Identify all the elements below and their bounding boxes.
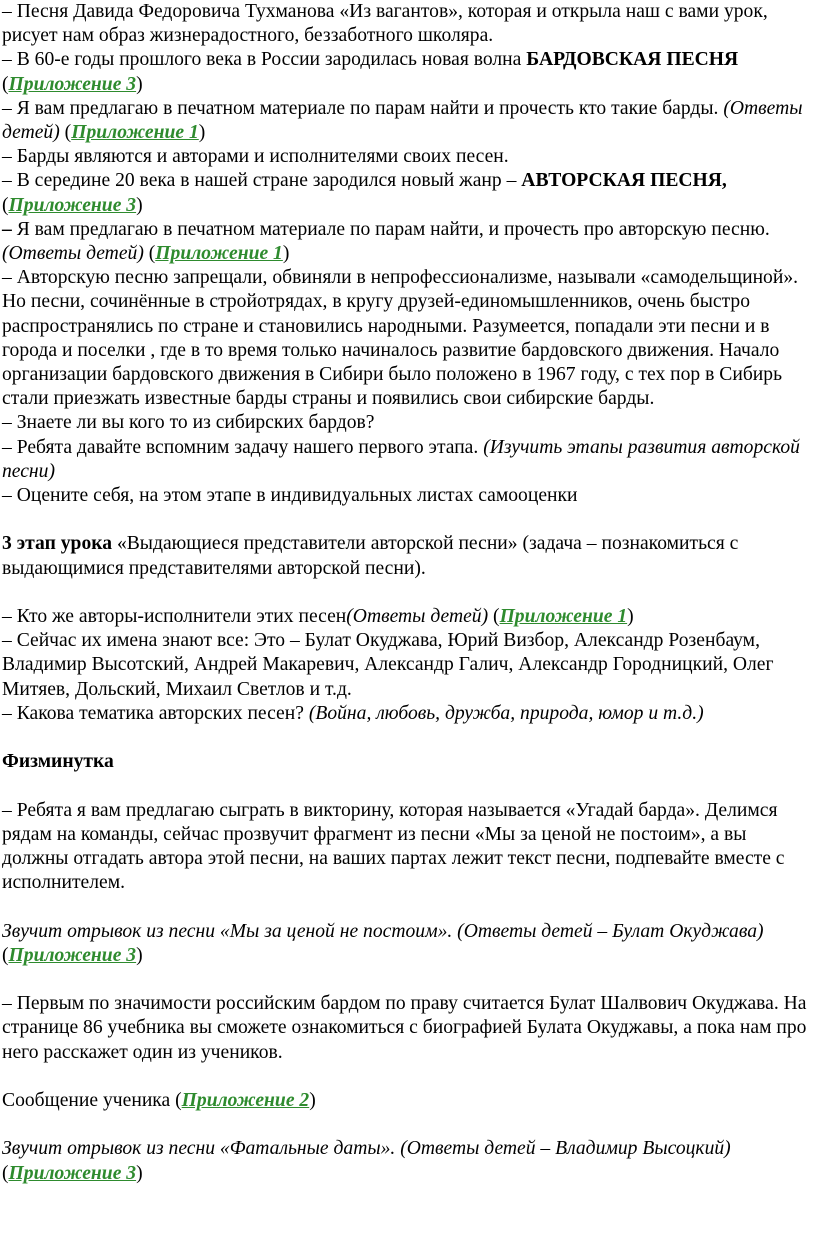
- appendix-link[interactable]: Приложение 2: [181, 1090, 310, 1112]
- appendix-link[interactable]: Приложение 1: [155, 243, 283, 265]
- appendix-link[interactable]: Приложение 3: [8, 73, 137, 95]
- paragraph-self-assessment: – Оцените себя, на этом этапе в индивидуальных листах самооценки: [2, 485, 578, 507]
- paragraph-themes: – Какова тематика авторских песен? (Война, любовь, дружба, природа, юмор и т.д.): [2, 702, 704, 724]
- paragraph-student-report: Сообщение ученика (Приложение 2): [2, 1090, 316, 1112]
- appendix-link[interactable]: Приложение 3: [8, 194, 137, 216]
- spacer: [2, 1113, 814, 1137]
- spacer: [2, 1065, 814, 1089]
- paragraph-song-vysotsky: Звучит отрывок из песни «Фатальные даты». (Ответы детей – Владимир Высоцкий) (Приложение 3): [2, 1138, 731, 1184]
- paragraph-who-are-authors: – Кто же авторы-исполнители этих песен(Ответы детей) (Приложение 1): [2, 606, 634, 628]
- paragraph-tukhmanov: – Песня Давида Федоровича Тухманова «Из вагантов», которая и открыла наш с вами урок, рисует нам образ жизнерадостного, беззаботного школяра.: [2, 1, 768, 47]
- stage-3-label: 3 этап урока: [2, 533, 113, 555]
- paragraph-quiz: – Ребята я вам предлагаю сыграть в викторину, которая называется «Угадай барда». Делимся рядам на команды, сейчас прозвучит фрагмент из песни «Мы за ценой не постоим», а вы должны отгадать автора этой песни, на ваших партах лежит текст песни, подпевайте вместе с исполнителем.: [2, 799, 785, 894]
- spacer: [2, 968, 814, 992]
- paragraph-author-song: – В середине 20 века в нашей стране зародился новый жанр – АВТОРСКАЯ ПЕСНЯ, (Приложение 3): [2, 170, 727, 216]
- paragraph-first-stage-task: – Ребята давайте вспомним задачу нашего первого этапа. (Изучить этапы развития авторской песни): [2, 436, 800, 482]
- appendix-link[interactable]: Приложение 3: [8, 1162, 137, 1184]
- paragraph-find-author-song: – Я вам предлагаю в печатном материале по парам найти, и прочесть про авторскую песню. (Ответы детей) (Приложение 1): [2, 218, 770, 265]
- appendix-link[interactable]: Приложение 1: [499, 606, 628, 628]
- paragraph-who-are-bards: – Я вам предлагаю в печатном материале по парам найти и прочесть кто такие барды. (Ответы детей) (Приложение 1): [2, 97, 803, 144]
- heading-fizminutka: Физминутка: [2, 751, 114, 773]
- spacer: [2, 581, 814, 605]
- spacer: [2, 774, 814, 798]
- paragraph-siberian-bards-question: – Знаете ли вы кого то из сибирских бардов?: [2, 412, 375, 434]
- spacer: [2, 508, 814, 532]
- term-author-song: АВТОРСКАЯ ПЕСНЯ,: [521, 170, 727, 192]
- paragraph-history: – Авторскую песню запрещали, обвиняли в непрофессионализме, называли «самодельщиной». Но песни, сочинённые в стройотрядах, в кругу друзей-единомышленников, очень быстро распространялись по стране и становились народными. Разумеется, попадали эти песни и в города и поселки , где в то время только начиналось развитие бардовского движения. Начало организации бардовского движения в Сибири было положено в 1967 году, с тех пор в Сибирь стали приезжать известные барды страны и появились свои сибирские барды.: [2, 267, 799, 410]
- spacer: [2, 726, 814, 750]
- appendix-link[interactable]: Приложение 3: [8, 944, 137, 966]
- term-bard-song: БАРДОВСКАЯ ПЕСНЯ: [526, 49, 739, 71]
- paragraph-stage-3: 3 этап урока «Выдающиеся представители авторской песни» (задача – познакомиться с выдающимися представителями авторской песни).: [2, 533, 739, 579]
- paragraph-bard-names: – Сейчас их имена знают все: Это – Булат Окуджава, Юрий Визбор, Александр Розенбаум, Владимир Высотский, Андрей Макаревич, Александр Галич, Александр Городницкий, Олег Митяев, Дольский, Михаил Светлов и т.д.: [2, 630, 774, 700]
- paragraph-bard-song: – В 60-е годы прошлого века в России зародилась новая волна БАРДОВСКАЯ ПЕСНЯ (Приложение 3): [2, 49, 739, 95]
- spacer: [2, 895, 814, 919]
- appendix-link[interactable]: Приложение 1: [71, 122, 199, 144]
- paragraph-song-okudzhava: Звучит отрывок из песни «Мы за ценой не постоим». (Ответы детей – Булат Окуджава) (Приложение 3): [2, 920, 764, 966]
- paragraph-bards-are-authors: – Барды являются и авторами и исполнителями своих песен.: [2, 146, 509, 168]
- paragraph-okudzhava-bio: – Первым по значимости российским бардом по праву считается Булат Шалвович Окуджава. На странице 86 учебника вы сможете ознакомиться с биографией Булата Окуджавы, а пока нам про него расскажет один из учеников.: [2, 993, 807, 1063]
